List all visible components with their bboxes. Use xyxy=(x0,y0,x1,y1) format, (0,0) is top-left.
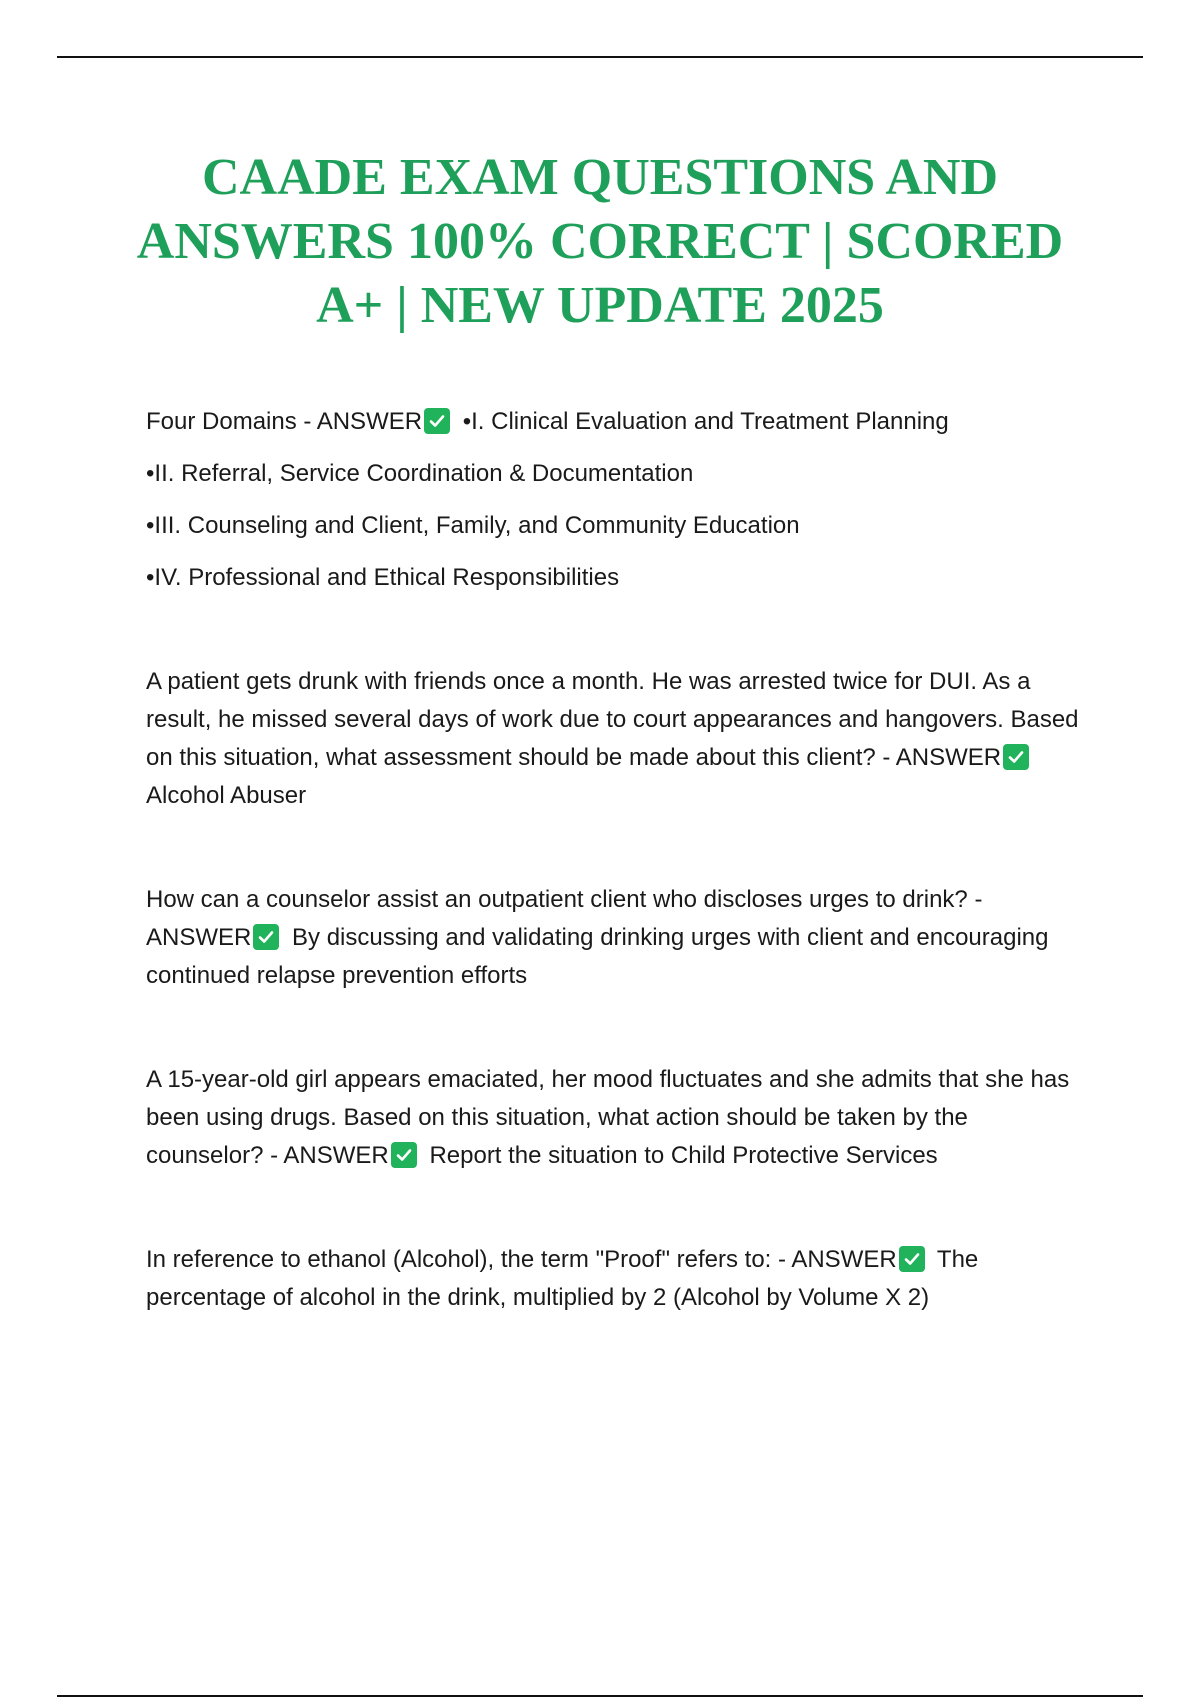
qa-content xyxy=(146,403,1086,1317)
question-text: Four Domains - xyxy=(146,408,317,435)
question-text: How can a counselor assist an outpatient client who discloses urges to drink? - xyxy=(146,886,983,913)
question-text: A 15-year-old girl appears emaciated, her mood fluctuates and she admits that she has been using drugs. Based on this situation, what action should be taken by the counselor? - xyxy=(146,1066,1070,1169)
qa-item-4 xyxy=(146,1061,1086,1175)
check-icon xyxy=(391,1142,417,1168)
top-rule xyxy=(57,56,1143,58)
document-title: CAADE EXAM QUESTIONS AND ANSWERS 100% CORRECT | SCORED A+ | NEW UPDATE 2025 xyxy=(136,149,1064,334)
qa-item-5 xyxy=(146,1241,1086,1317)
answer-label: ANSWER xyxy=(316,408,423,435)
domain-line: •IV. Professional and Ethical Responsibilities xyxy=(146,564,620,591)
answer-label: ANSWER xyxy=(283,1142,389,1169)
answer-label: ANSWER xyxy=(895,744,1002,771)
check-icon xyxy=(1003,744,1029,770)
question-text: A patient gets drunk with friends once a month. He was arrested twice for DUI. As a result, he missed several days of work due to court appearances and hangovers. Based on this situation, what assessment should be made about this client? - xyxy=(146,668,1079,771)
check-icon xyxy=(424,408,450,434)
check-icon xyxy=(899,1246,925,1272)
domain-line: •III. Counseling and Client, Family, and Community Education xyxy=(146,512,800,539)
answer-text: •I. Clinical Evaluation and Treatment Planning xyxy=(462,408,949,435)
answer-label: ANSWER xyxy=(791,1246,897,1273)
question-text: In reference to ethanol (Alcohol), the term "Proof" refers to: - xyxy=(146,1246,792,1273)
answer-label: ANSWER xyxy=(146,924,252,951)
answer-text: The percentage of alcohol in the drink, multiplied by 2 (Alcohol by Volume X 2) xyxy=(146,1246,979,1311)
domain-line: •II. Referral, Service Coordination & Documentation xyxy=(146,460,694,487)
answer-text: Report the situation to Child Protective Services xyxy=(429,1142,938,1169)
bottom-rule xyxy=(57,1695,1143,1697)
check-icon xyxy=(253,924,279,950)
answer-text: By discussing and validating drinking urges with client and encouraging continued relapse prevention efforts xyxy=(146,924,1049,989)
answer-text: Alcohol Abuser xyxy=(146,782,307,809)
qa-item-2 xyxy=(146,663,1086,815)
qa-item-1 xyxy=(146,403,1086,597)
qa-item-3 xyxy=(146,881,1086,995)
